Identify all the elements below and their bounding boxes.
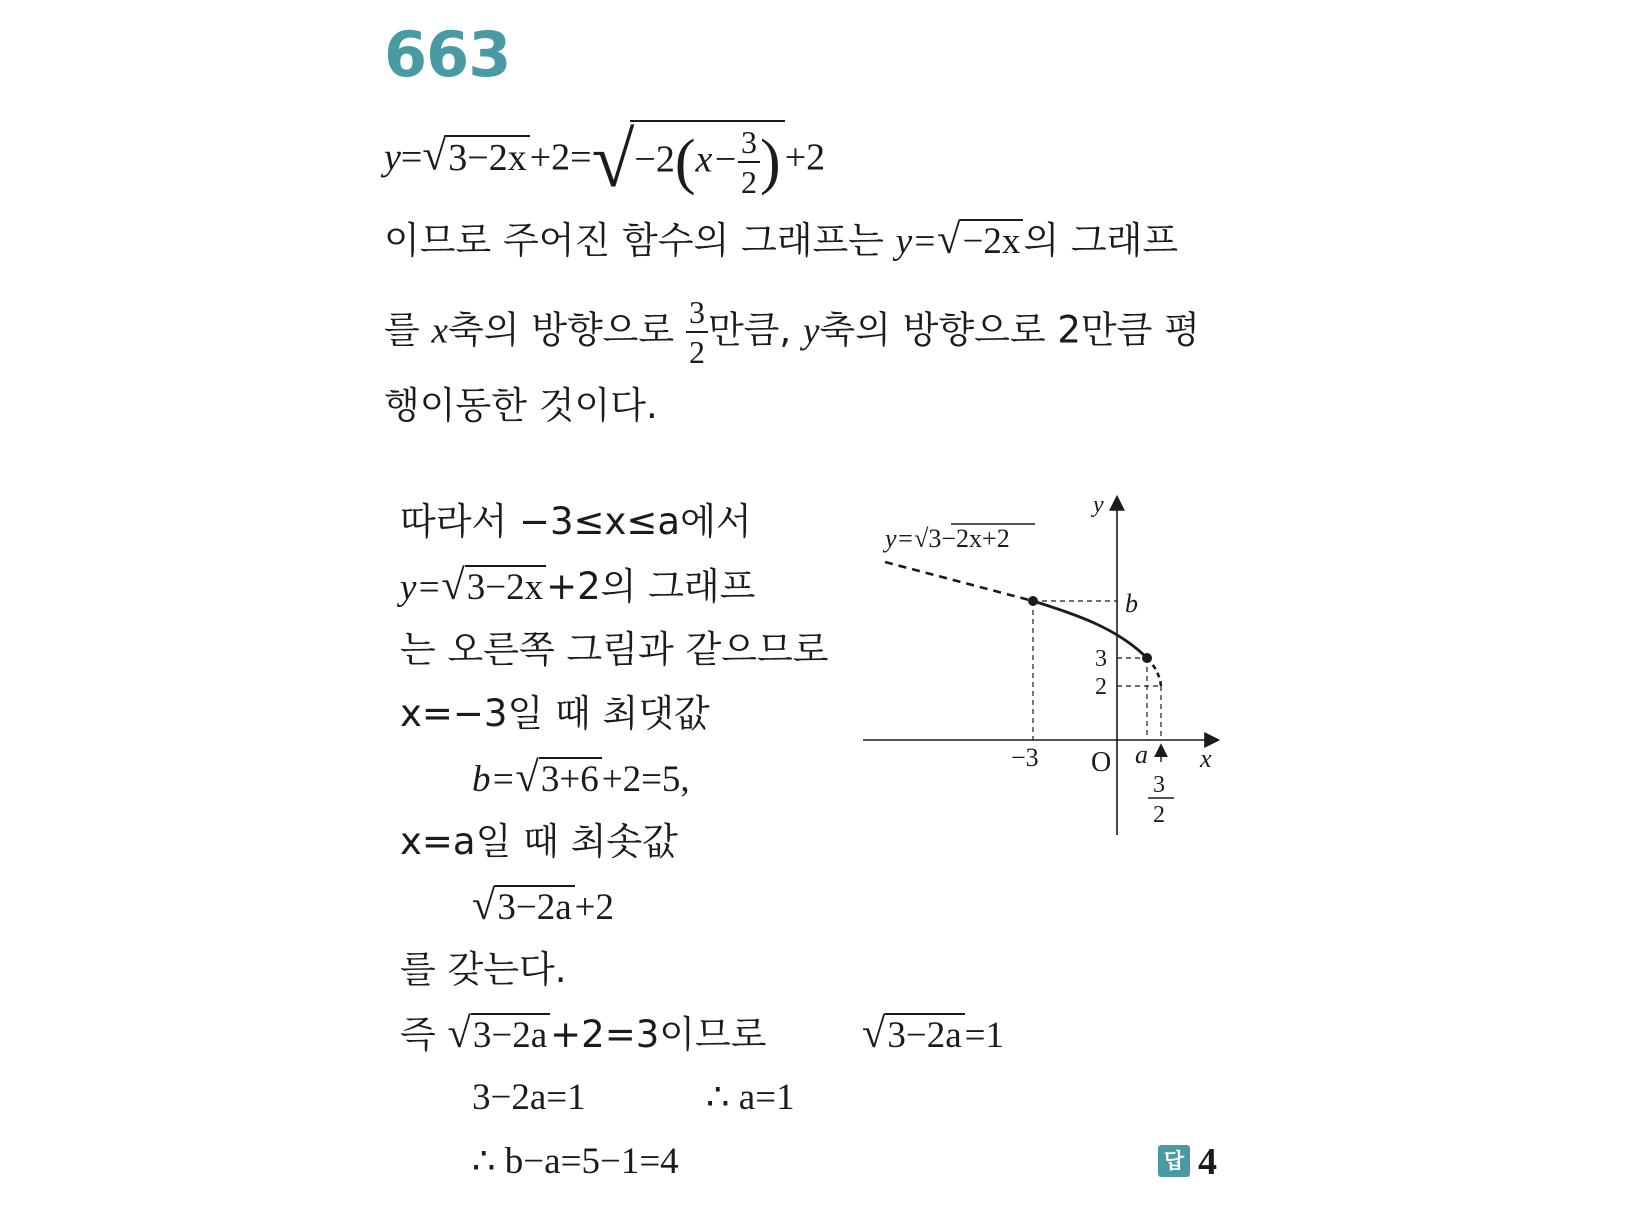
eq-tail: +2 [784, 136, 826, 179]
explanation-line-1: 이므로 주어진 함수의 그래프는 y=√−2x의 그래프 [384, 216, 1179, 263]
point-a [1142, 653, 1152, 663]
solution-line-9: 즉 √3−2a+2=3이므로 [400, 1010, 767, 1057]
solution-line-9b: √3−2a=1 [862, 1010, 1005, 1057]
sqrt-symbol: √ [422, 131, 447, 180]
y-tick-3: 3 [1095, 646, 1107, 672]
shift-fraction: $\frac{3}{2}$ [686, 296, 708, 368]
x-tick-frac-num: 3 [1153, 772, 1165, 798]
point-minus3-b [1028, 596, 1038, 606]
y-tick-2: 2 [1095, 674, 1107, 700]
solution-line-3: 는 오른쪽 그림과 같으므로 [400, 628, 829, 671]
x-tick-frac-den: 2 [1153, 802, 1165, 828]
inner-prefix: −2 [634, 138, 675, 181]
solution-line-4: x=−3일 때 최댓값 [400, 692, 710, 735]
eq-lhs: y [384, 136, 401, 179]
solution-line-5: b=√3+6+2=5, [472, 754, 690, 801]
answer-value: 4 [1198, 1141, 1217, 1183]
solution-line-2: y=√3−2x+2의 그래프 [400, 562, 756, 609]
solution-line-10a: 3−2a=1 [472, 1077, 586, 1118]
explanation-line-2: 를 x축의 방향으로 $\frac{3}{2}$ 만큼, y축의 방향으로 2만큼 평 [384, 294, 1200, 370]
solution-line-1: 따라서 −3≤x≤a에서 [400, 500, 752, 543]
inner-var: x− [695, 138, 739, 181]
eq-plus: +2= [529, 136, 592, 179]
function-graph [855, 490, 1225, 840]
solution-line-7: √3−2a+2 [472, 882, 615, 929]
solution-line-6: x=a일 때 최솟값 [400, 820, 678, 863]
solution-line-8: 를 갖는다. [400, 948, 567, 991]
axis-x-label: x [1200, 744, 1212, 773]
x-tick-a: a [1135, 740, 1148, 769]
eq-radicand: 3−2x [446, 135, 529, 179]
solution-line-10b: ∴ a=1 [706, 1077, 795, 1118]
big-sqrt: √−2(x− $\frac{3}{2}$ ) [592, 120, 785, 200]
axis-y-label: y [1093, 492, 1104, 518]
problem-number: 663 [384, 18, 511, 91]
main-equation [384, 116, 826, 203]
eq-sign: = [400, 136, 423, 179]
inner-fraction: $\frac{3}{2}$ [738, 126, 760, 198]
origin-label: O [1091, 747, 1112, 778]
function-label: y=√3−2x+2 [885, 524, 1010, 553]
curve-dashed-left [885, 562, 1033, 601]
solution-line-11: ∴ b−a=5−1=4 [472, 1141, 679, 1182]
explanation-line-3: 행이동한 것이다. [384, 384, 658, 427]
y-tick-b: b [1125, 589, 1138, 618]
answer-badge: 답 [1158, 1145, 1190, 1177]
x-tick-minus3: −3 [1011, 743, 1039, 772]
